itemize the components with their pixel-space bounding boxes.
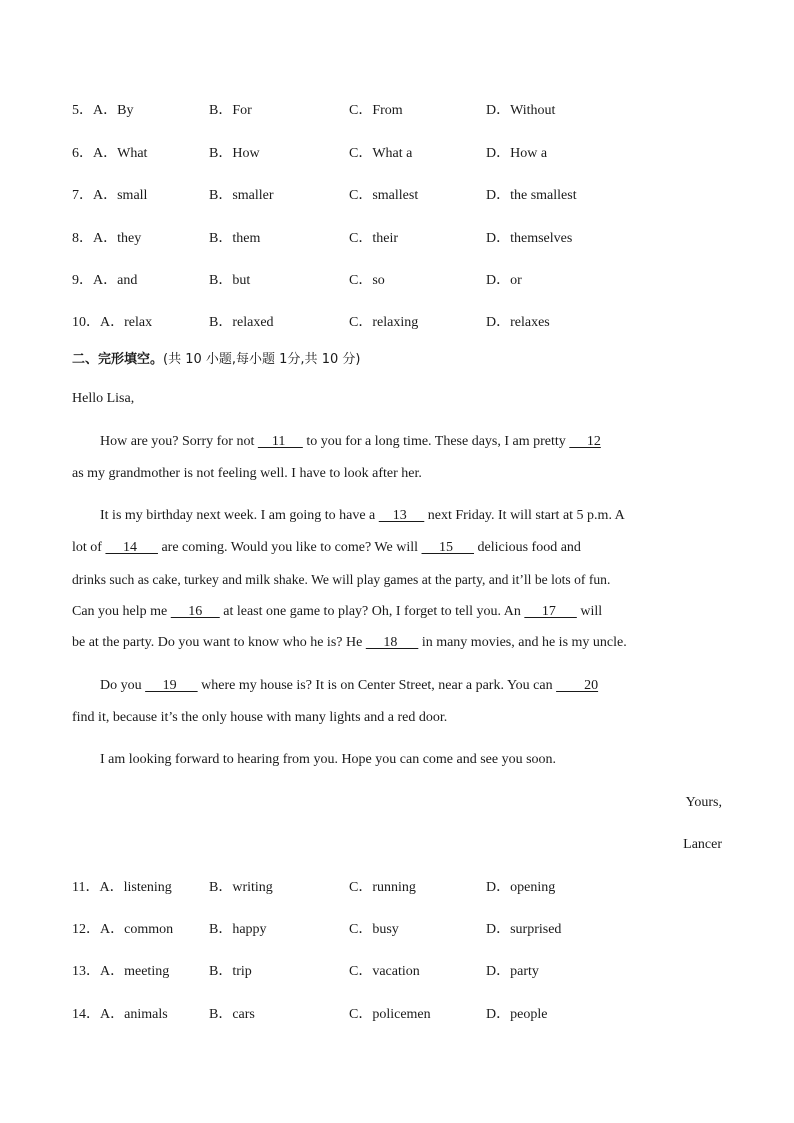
option-c: C．relaxing [349, 315, 419, 330]
option-a: 11．A．listening [72, 880, 172, 895]
question-row-14 [72, 1005, 732, 1025]
section-title: 二、完形填空。 [72, 352, 164, 367]
option-d: D．people [486, 1007, 548, 1022]
option-d: D．How a [486, 146, 548, 161]
option-c: C．vacation [349, 964, 420, 979]
blank-19[interactable]: 19 [145, 678, 198, 693]
option-c: C．policemen [349, 1007, 431, 1022]
letter-signature: Lancer [683, 837, 722, 852]
blank-14[interactable]: 14 [105, 540, 158, 555]
option-b: B．them [209, 231, 261, 246]
question-row-10 [72, 313, 732, 333]
option-a: 9．A．and [72, 273, 138, 288]
blank-15[interactable]: 15 [421, 540, 475, 555]
section-heading [72, 350, 360, 370]
blank-13[interactable]: 13 [378, 508, 425, 523]
option-d: D．party [486, 964, 539, 979]
question-row-12 [72, 920, 732, 940]
letter-greeting: Hello Lisa, [72, 391, 135, 406]
paragraph-line: as my grandmother is not feeling well. I have to look after her. [72, 466, 422, 481]
question-row-11 [72, 878, 732, 898]
option-a: 12．A．common [72, 922, 174, 937]
option-a: 10．A．relax [72, 315, 153, 330]
option-c: C．From [349, 103, 403, 118]
question-row-7 [72, 186, 732, 206]
option-a: 13．A．meeting [72, 964, 170, 979]
blank-16[interactable]: 16 [170, 604, 220, 619]
letter-closing: Yours, [685, 795, 722, 810]
question-row-5 [72, 101, 732, 121]
section-info: (共 10 小题,每小题 1分,共 10 分) [163, 352, 361, 367]
paragraph-line: Can you help me 16 at least one game to play? Oh, I forget to tell you. An 17 will [72, 602, 722, 622]
paragraph-line: It is my birthday next week. I am going to have a 13 next Friday. It will start at 5 p.m. A [100, 506, 722, 526]
option-b: B．trip [209, 964, 252, 979]
option-b: B．How [209, 146, 260, 161]
option-b: B．smaller [209, 188, 274, 203]
option-b: B．writing [209, 880, 273, 895]
option-d: D．surprised [486, 922, 562, 937]
option-b: B．cars [209, 1007, 255, 1022]
option-b: B．For [209, 103, 252, 118]
option-d: D．relaxes [486, 315, 550, 330]
paragraph-line: drinks such as cake, turkey and milk shake. We will play games at the party, and it’ll be lots of fun. [72, 572, 611, 587]
letter-paragraph-4: I am looking forward to hearing from you. Hope you can come and see you soon. [100, 752, 557, 767]
paragraph-line: be at the party. Do you want to know who he is? He 18 in many movies, and he is my uncle. [72, 633, 722, 653]
option-d: D．or [486, 273, 522, 288]
option-a: 14．A．animals [72, 1007, 168, 1022]
option-d: D．opening [486, 880, 556, 895]
option-a: 7．A．small [72, 188, 148, 203]
option-c: C．so [349, 273, 385, 288]
blank-18[interactable]: 18 [365, 635, 419, 650]
paragraph-line: lot of 14 are coming. Would you like to come? We will 15 delicious food and [72, 538, 722, 558]
option-c: C．What a [349, 146, 413, 161]
option-b: B．but [209, 273, 251, 288]
blank-11[interactable]: 11 [257, 434, 303, 449]
question-row-13 [72, 962, 732, 982]
option-d: D．themselves [486, 231, 573, 246]
option-d: D．the smallest [486, 188, 577, 203]
option-c: C．busy [349, 922, 399, 937]
option-c: C．running [349, 880, 416, 895]
paragraph-line: find it, because it’s the only house with many lights and a red door. [72, 710, 448, 725]
option-d: D．Without [486, 103, 556, 118]
option-a: 8．A．they [72, 231, 142, 246]
option-b: B．happy [209, 922, 267, 937]
blank-12[interactable]: 12 [569, 434, 601, 449]
option-c: C．their [349, 231, 398, 246]
question-row-6 [72, 144, 732, 164]
question-row-9 [72, 271, 732, 291]
option-b: B．relaxed [209, 315, 274, 330]
blank-20[interactable]: 20 [556, 678, 599, 693]
paragraph-line: Do you 19 where my house is? It is on Center Street, near a park. You can 20 [100, 676, 722, 696]
question-row-8 [72, 229, 732, 249]
paragraph-line: How are you? Sorry for not 11 to you for a long time. These days, I am pretty 12 [100, 432, 722, 452]
blank-17[interactable]: 17 [524, 604, 577, 619]
option-a: 5．A．By [72, 103, 134, 118]
option-a: 6．A．What [72, 146, 148, 161]
option-c: C．smallest [349, 188, 419, 203]
